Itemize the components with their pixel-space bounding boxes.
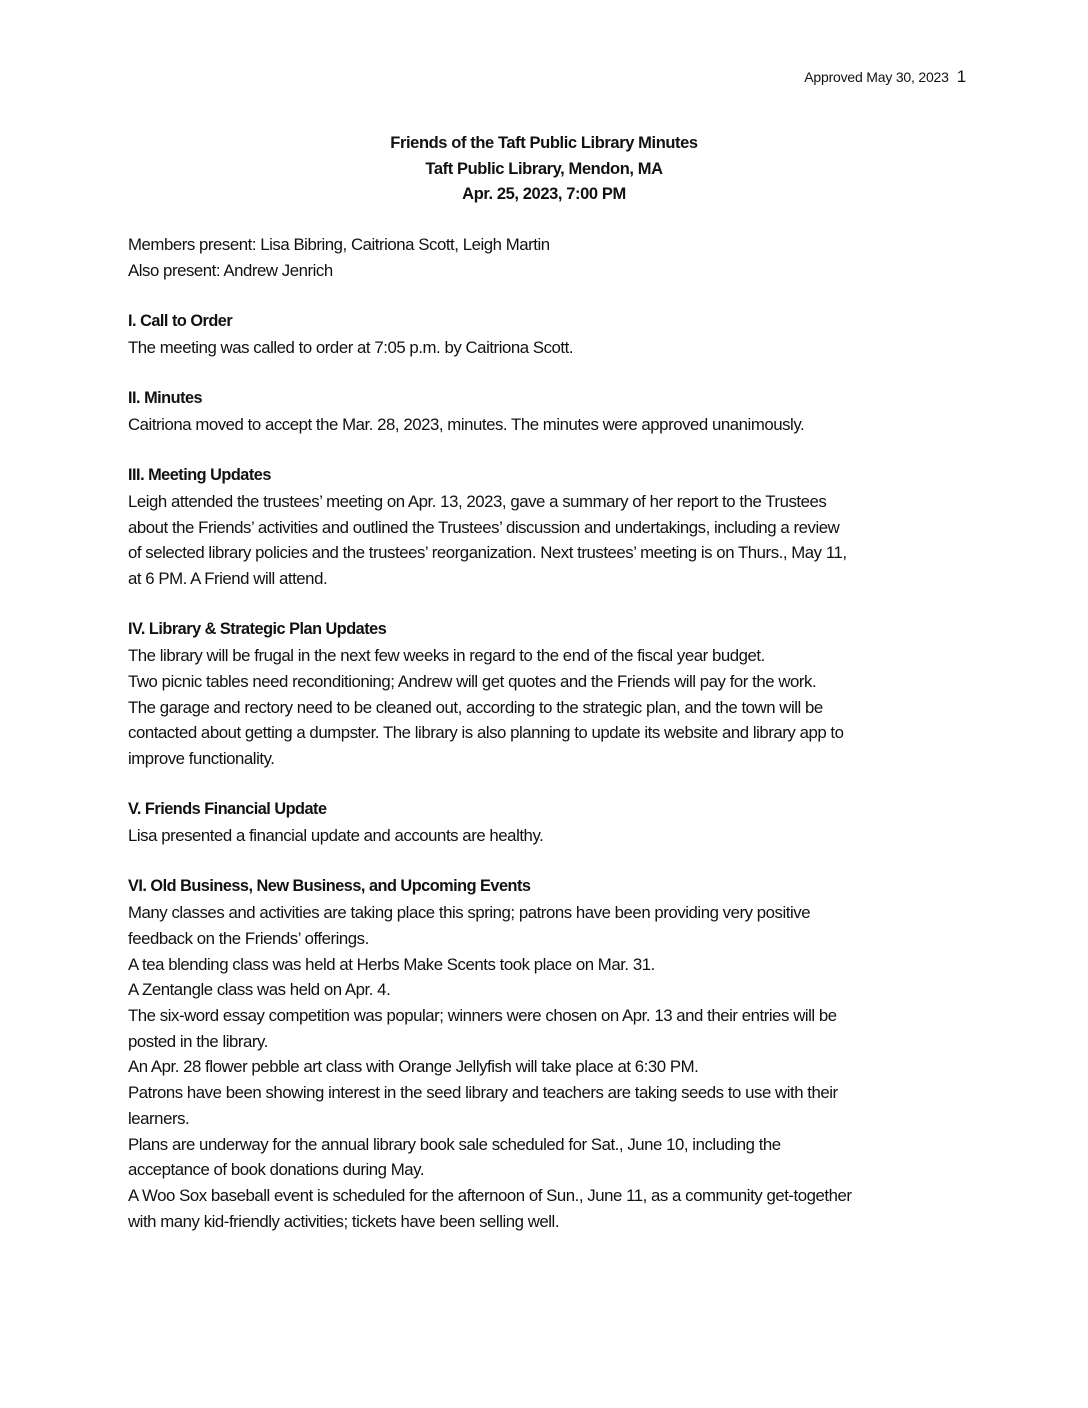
section-call-to-order [128,309,978,360]
paragraph-line: Two picnic tables need reconditioning; Andrew will get quotes and the Friends will pay for the work. [128,671,817,691]
paragraph-line: at 6 PM. A Friend will attend. [128,569,328,589]
paragraph-line: The meeting was called to order at 7:05 p.m. by Caitriona Scott. [128,337,574,357]
paragraph-line: improve functionality. [128,749,275,768]
title-line-1: Friends of the Taft Public Library Minutes [390,134,698,152]
section-minutes [128,386,978,437]
section-library-updates [128,617,978,771]
paragraph-line: An Apr. 28 flower pebble art class with Orange Jellyfish will take place at 6:30 PM. [128,1057,699,1077]
page-number: 1 [956,67,966,86]
members-present: Members present: Lisa Bibring, Caitriona Scott, Leigh Martin [128,235,550,254]
paragraph-line: A tea blending class was held at Herbs Make Scents took place on Mar. 31. [128,954,655,974]
minutes-body [128,232,978,1260]
document-title [0,131,1088,208]
approval-text: Approved May 30, 2023 [804,69,949,85]
section-heading: I. Call to Order [128,312,233,331]
paragraph-line: of selected library policies and the trustees’ reorganization. Next trustees’ meeting is on Thurs., May 11, [128,543,847,563]
paragraph-line: Lisa presented a financial update and accounts are healthy. [128,826,544,846]
paragraph-line: Caitriona moved to accept the Mar. 28, 2023, minutes. The minutes were approved unanimously. [128,414,805,434]
attendance [128,232,978,283]
section-heading: II. Minutes [128,389,203,408]
paragraph-line: A Woo Sox baseball event is scheduled for the afternoon of Sun., June 11, as a community get-together [128,1185,852,1205]
also-present: Also present: Andrew Jenrich [128,260,333,280]
paragraph-line: contacted about getting a dumpster. The library is also planning to update its website and library app to [128,723,844,743]
paragraph-line: The library will be frugal in the next few weeks in regard to the end of the fiscal year budget. [128,646,765,666]
paragraph-line: acceptance of book donations during May. [128,1160,425,1180]
title-line-2: Taft Public Library, Mendon, MA [425,159,663,178]
paragraph-line: Plans are underway for the annual library book sale scheduled for Sat., June 10, including the [128,1134,781,1154]
paragraph-line: posted in the library. [128,1031,268,1051]
section-heading: VI. Old Business, New Business, and Upcoming Events [128,877,531,896]
paragraph-line: with many kid-friendly activities; tickets have been selling well. [128,1211,560,1231]
paragraph-line: A Zentangle class was held on Apr. 4. [128,980,391,1000]
section-meeting-updates [128,463,978,592]
paragraph-line: feedback on the Friends’ offerings. [128,928,369,948]
section-financial-update [128,797,978,848]
section-heading: V. Friends Financial Update [128,800,327,819]
title-line-3: Apr. 25, 2023, 7:00 PM [462,185,626,203]
paragraph-line: about the Friends’ activities and outlined the Trustees’ discussion and undertakings, including a review [128,517,840,537]
section-business-events [128,874,978,1234]
paragraph-line: Leigh attended the trustees’ meeting on Apr. 13, 2023, gave a summary of her report to the Trustees [128,491,827,511]
paragraph-line: The six-word essay competition was popular; winners were chosen on Apr. 13 and their entries will be [128,1006,837,1025]
section-heading: III. Meeting Updates [128,466,271,485]
paragraph-line: Many classes and activities are taking place this spring; patrons have been providing very positive [128,903,811,923]
section-heading: IV. Library & Strategic Plan Updates [128,620,387,639]
paragraph-line: The garage and rectory need to be cleaned out, according to the strategic plan, and the town will be [128,697,823,717]
paragraph-line: Patrons have been showing interest in the seed library and teachers are taking seeds to use with their [128,1083,838,1103]
paragraph-line: learners. [128,1108,190,1128]
approval-note [804,67,966,87]
